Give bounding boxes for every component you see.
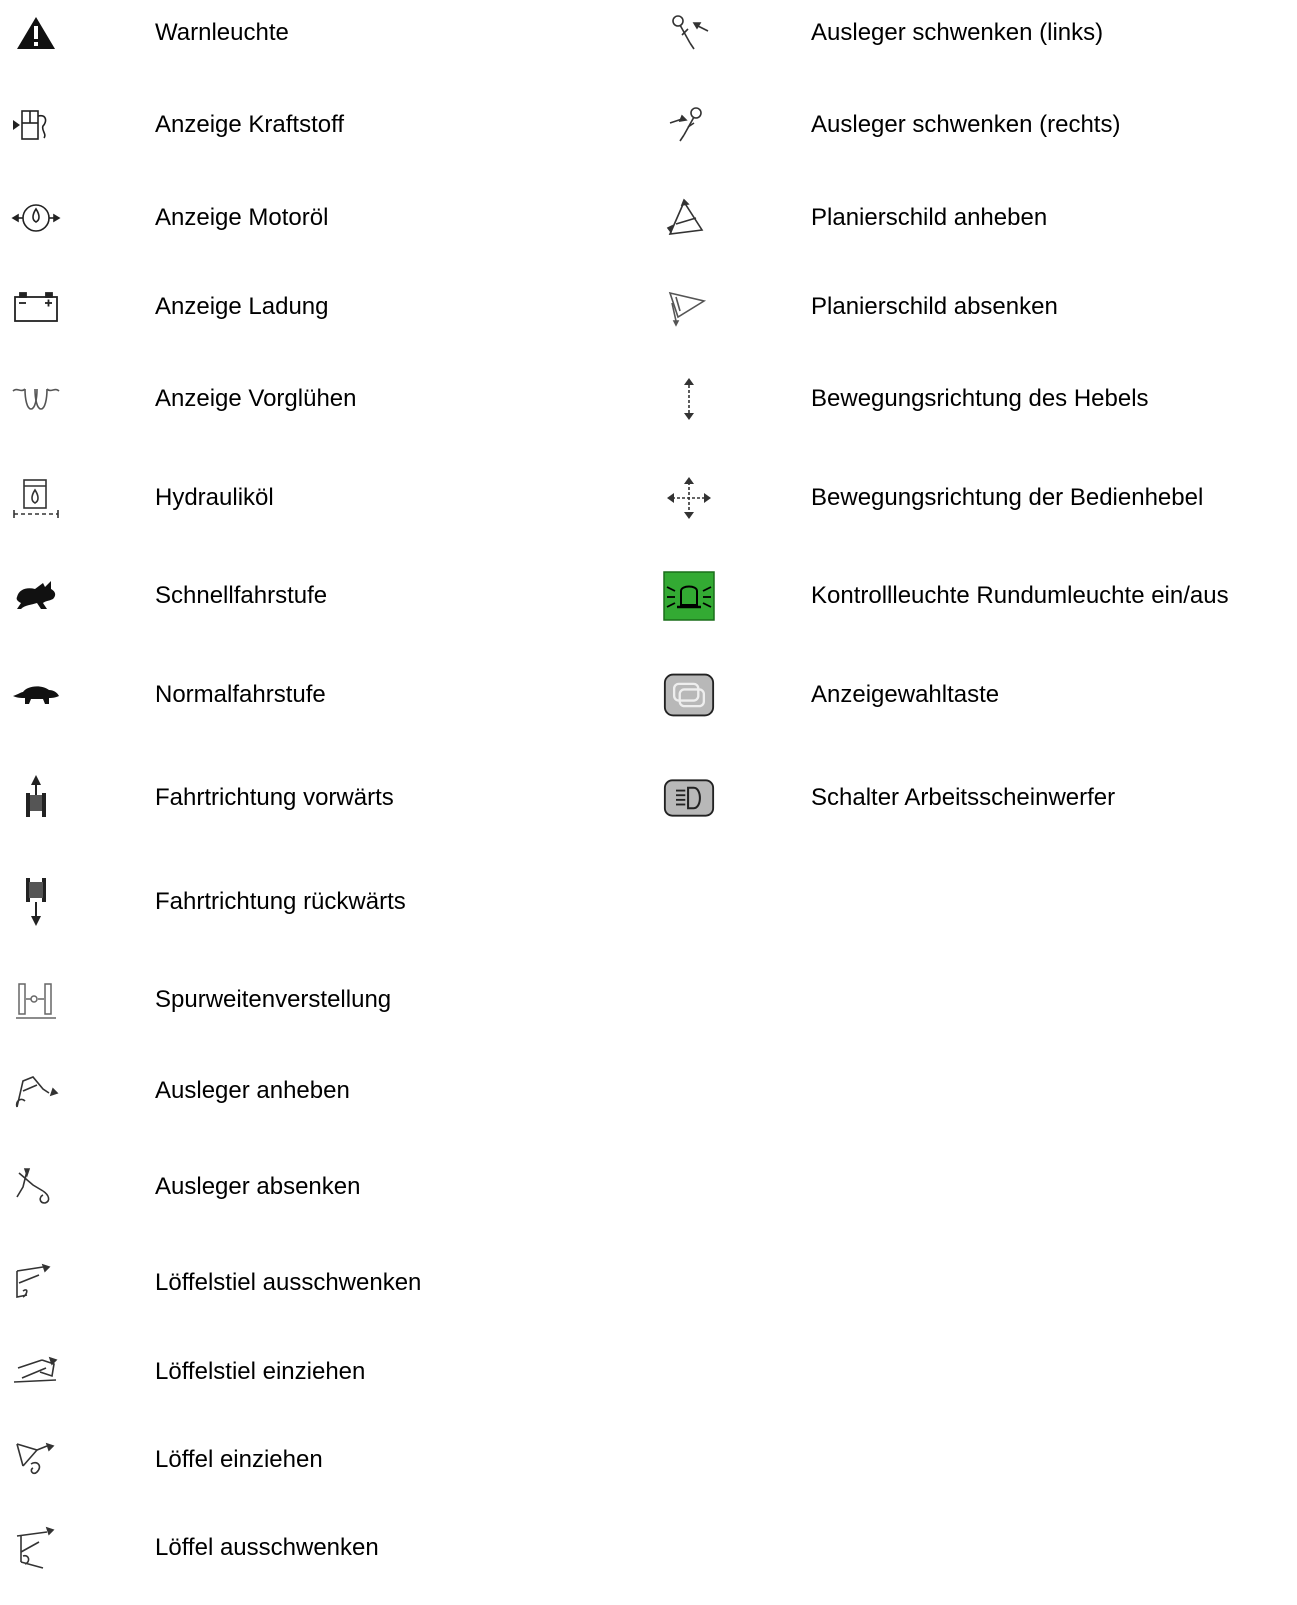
legend-label: Anzeigewahltaste (811, 681, 1000, 708)
blade-lower-icon (663, 281, 715, 333)
boom-lower-icon (10, 1161, 62, 1213)
legend-label: Ausleger anheben (155, 1077, 350, 1104)
engine-oil-icon (10, 192, 62, 244)
hydraulic-oil-icon (10, 472, 62, 524)
legend-label: Anzeige Motoröl (155, 204, 329, 231)
track-width-icon (10, 974, 62, 1026)
legend-label: Ausleger schwenken (rechts) (811, 111, 1121, 138)
boom-raise-icon (10, 1065, 62, 1117)
legend-label: Warnleuchte (155, 19, 289, 46)
beacon-light-icon (663, 570, 715, 622)
legend-label: Fahrtrichtung rückwärts (155, 888, 406, 915)
turtle-icon (10, 669, 62, 721)
legend-label: Bewegungsrichtung des Hebels (811, 385, 1149, 412)
legend-label: Ausleger absenken (155, 1173, 361, 1200)
legend-label: Ausleger schwenken (links) (811, 19, 1104, 46)
legend-label: Löffelstiel einziehen (155, 1358, 366, 1385)
work-light-switch-icon (663, 772, 715, 824)
vertical-arrows-icon (663, 373, 715, 425)
rabbit-icon (10, 570, 62, 622)
legend-label: Anzeige Vorglühen (155, 385, 357, 412)
fuel-icon (10, 99, 62, 151)
boom-swing-right-icon (663, 99, 715, 151)
four-way-arrows-icon (663, 472, 715, 524)
legend-label: Schnellfahrstufe (155, 582, 328, 609)
legend-label: Kontrollleuchte Rundumleuchte ein/aus (811, 582, 1229, 609)
legend-label: Löffelstiel ausschwenken (155, 1269, 422, 1296)
bucket-dump-icon (10, 1522, 62, 1574)
blade-raise-icon (663, 192, 715, 244)
legend-label: Schalter Arbeitsscheinwerfer (811, 784, 1116, 811)
travel-forward-icon (10, 772, 62, 824)
legend-label: Löffel einziehen (155, 1446, 323, 1473)
legend-label: Hydrauliköl (155, 484, 274, 511)
arm-in-icon (10, 1346, 62, 1398)
legend-label: Bewegungsrichtung der Bedienhebel (811, 484, 1204, 511)
legend-label: Planierschild absenken (811, 293, 1058, 320)
display-select-button-icon (663, 669, 715, 721)
arm-out-icon (10, 1257, 62, 1309)
legend-label: Spurweitenverstellung (155, 986, 392, 1013)
legend-label: Löffel ausschwenken (155, 1534, 379, 1561)
bucket-curl-icon (10, 1434, 62, 1486)
legend-label: Planierschild anheben (811, 204, 1048, 231)
glow-plug-icon (10, 373, 62, 425)
legend-label: Anzeige Ladung (155, 293, 329, 320)
warning-triangle-icon (10, 7, 62, 59)
legend-label: Normalfahrstufe (155, 681, 326, 708)
legend-label: Fahrtrichtung vorwärts (155, 784, 394, 811)
legend-label: Anzeige Kraftstoff (155, 111, 344, 138)
travel-reverse-icon (10, 876, 62, 928)
battery-icon (10, 281, 62, 333)
boom-swing-left-icon (663, 7, 715, 59)
